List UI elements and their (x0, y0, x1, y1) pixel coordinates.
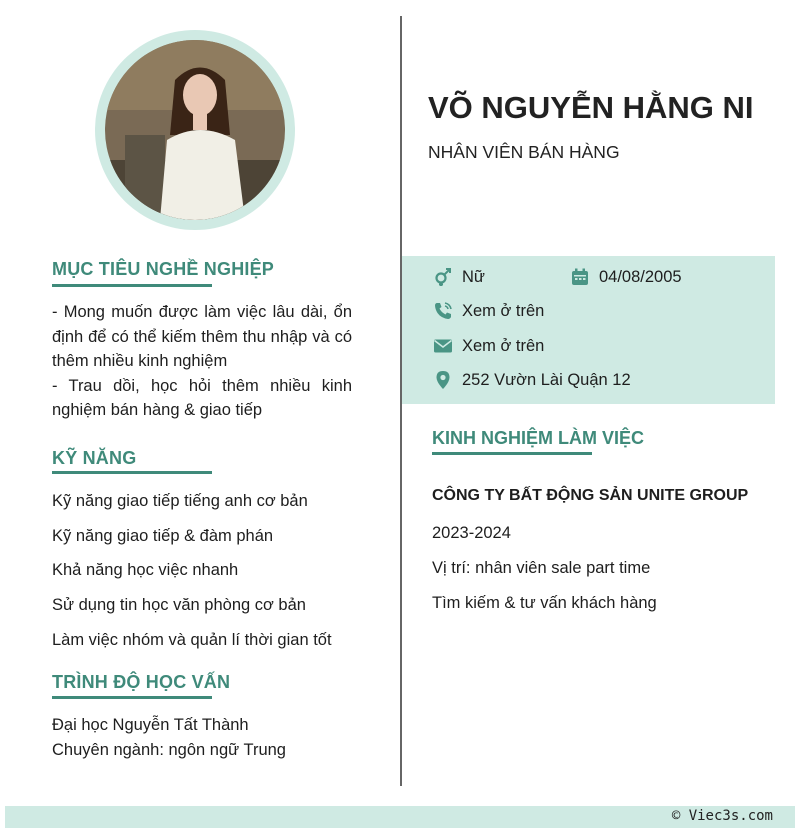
objective-line: - Mong muốn được làm việc lâu dài, ổn định để có thể kiếm thêm thu nhập và có thêm nhiều kinh nghiệm (52, 303, 352, 370)
phone-row (432, 300, 544, 322)
gender-icon (432, 266, 454, 288)
email-value: Xem ở trên (462, 336, 545, 355)
email-row (432, 335, 544, 357)
gender-row (432, 266, 485, 288)
address-value: 252 Vườn Lài Quận 12 (462, 370, 631, 389)
birthdate-row (569, 266, 682, 288)
candidate-name: VÕ NGUYỄN HẰNG NI (428, 90, 754, 125)
location-icon (432, 369, 454, 391)
footer-bar (5, 806, 795, 828)
objective-title: MỤC TIÊU NGHỀ NGHIỆP (52, 259, 275, 279)
skill-item: Khả năng học việc nhanh (52, 561, 239, 579)
education-title: TRÌNH ĐỘ HỌC VẤN (52, 672, 231, 692)
phone-icon (432, 300, 454, 322)
calendar-icon (569, 266, 591, 288)
phone-value: Xem ở trên (462, 301, 545, 320)
skills-underline (52, 471, 212, 474)
company-name: CÔNG TY BẤT ĐỘNG SẢN UNITE GROUP (432, 487, 749, 504)
address-row (432, 369, 631, 391)
objective-text (52, 300, 352, 423)
footer-credit: © Viec3s.com (671, 808, 773, 824)
objective-line: - Trau dồi, học hỏi thêm nhiều kinh nghiệm bán hàng & giao tiếp (52, 376, 352, 419)
experience-underline (432, 452, 592, 455)
objective-underline (52, 284, 212, 287)
skill-item: Làm việc nhóm và quản lí thời gian tốt (52, 631, 332, 649)
skills-title: KỸ NĂNG (52, 448, 137, 468)
experience-title: KINH NGHIỆM LÀM VIỆC (432, 428, 645, 448)
education-major: Chuyên ngành: ngôn ngữ Trung (52, 741, 286, 759)
mail-icon (432, 335, 454, 357)
education-underline (52, 696, 212, 699)
experience-description: Tìm kiếm & tư vấn khách hàng (432, 594, 657, 612)
experience-position: Vị trí: nhân viên sale part time (432, 559, 651, 577)
education-school: Đại học Nguyễn Tất Thành (52, 716, 249, 734)
birthdate-value: 04/08/2005 (599, 267, 682, 286)
skill-item: Kỹ năng giao tiếp tiếng anh cơ bản (52, 492, 308, 510)
candidate-title: NHÂN VIÊN BÁN HÀNG (428, 142, 620, 162)
skill-item: Kỹ năng giao tiếp & đàm phán (52, 527, 274, 545)
gender-value: Nữ (462, 267, 485, 286)
avatar (105, 40, 285, 220)
skill-item: Sử dụng tin học văn phòng cơ bản (52, 596, 306, 614)
experience-period: 2023-2024 (432, 524, 511, 542)
